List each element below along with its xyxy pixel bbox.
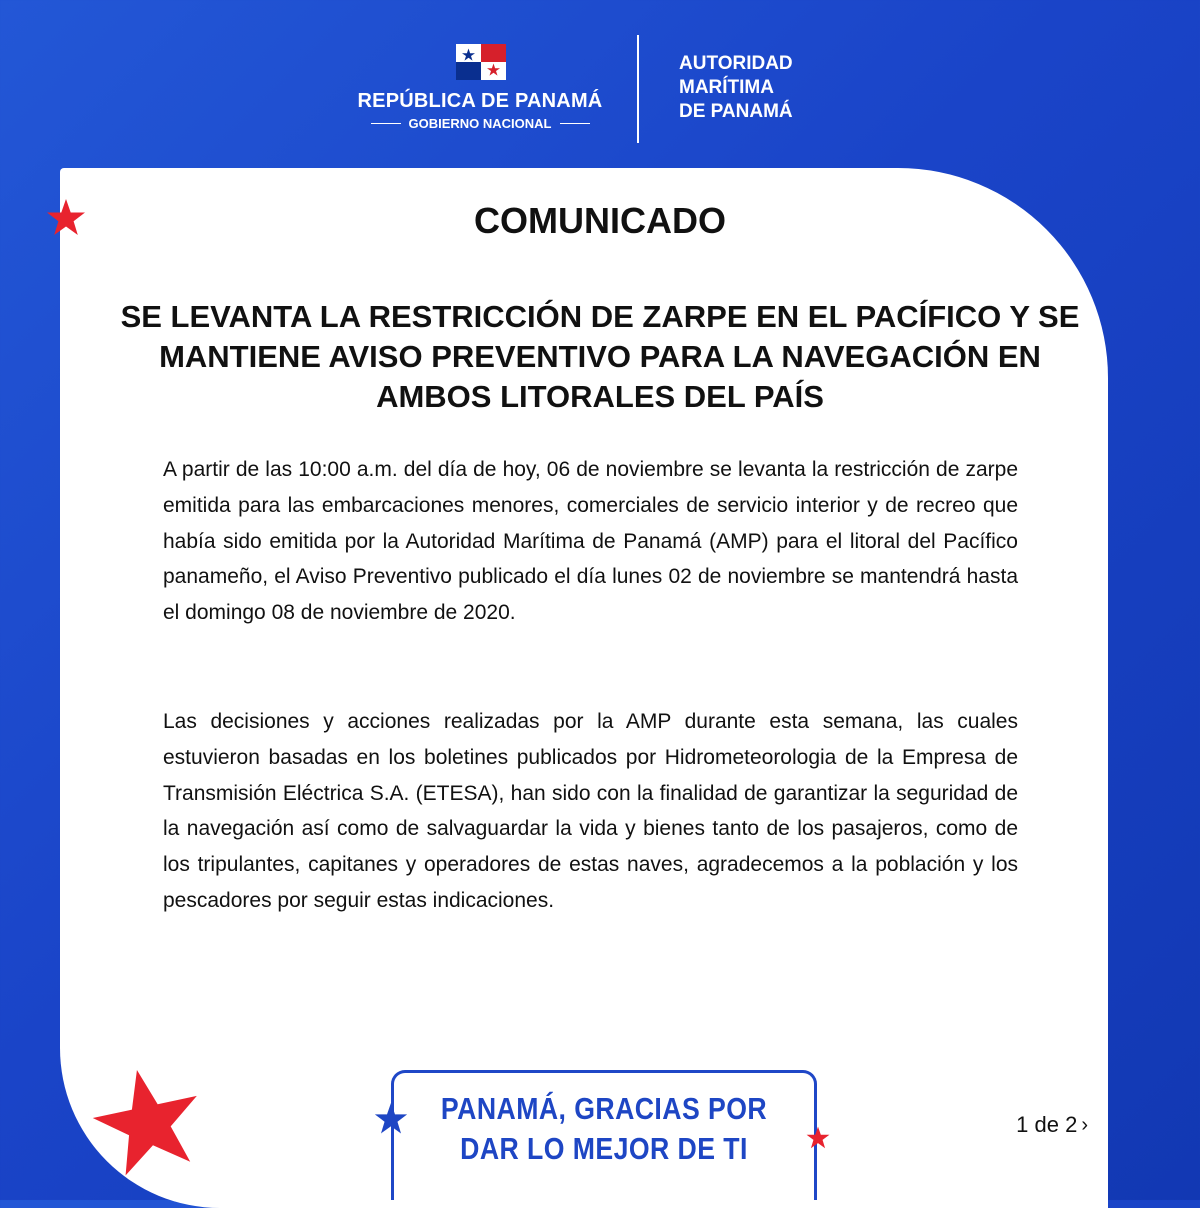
chevron-right-icon[interactable]: › <box>1081 1113 1088 1136</box>
header-divider <box>637 35 639 143</box>
slogan-line-1: PANAMÁ, GRACIAS POR <box>440 1091 768 1126</box>
document-title: COMUNICADO <box>474 200 726 241</box>
authority-line-1: AUTORIDAD <box>679 53 793 74</box>
government-text: GOBIERNO NACIONAL <box>408 116 552 131</box>
divider <box>371 123 401 125</box>
government-label <box>330 116 630 131</box>
slogan-badge <box>391 1070 817 1200</box>
small-red-star-icon <box>806 1126 830 1150</box>
authority-line-3: DE PANAMÁ <box>679 101 793 122</box>
panama-flag-icon <box>456 44 506 80</box>
divider <box>560 123 590 125</box>
pagination-label: 1 de 2 <box>1016 1112 1078 1137</box>
document-headline: SE LEVANTA LA RESTRICCIÓN DE ZARPE EN EL PACÍFICO Y SE MANTIENE AVISO PREVENTIVO PARA LA NAVEGACIÓN EN AMBOS LITORALES DEL PAÍS <box>120 299 1080 414</box>
paragraph-1: A partir de las 10:00 a.m. del día de hoy, 06 de noviembre se levanta la restricción de zarpe emitida para las embarcaciones menores, comerciales de servicio interior y de recreo que había sido emitida por la Autoridad Marítima de Panamá (AMP) para el litoral del Pacífico panameño, el Aviso Preventivo publicado el día lunes 02 de noviembre se mantendrá hasta el domingo 08 de noviembre de 2020. <box>163 458 1018 625</box>
large-red-star-icon <box>92 1066 204 1178</box>
republic-name: REPÚBLICA DE PANAMÁ <box>357 90 603 112</box>
blue-star-icon <box>374 1102 408 1136</box>
pagination[interactable] <box>1016 1112 1088 1138</box>
authority-line-2: MARÍTIMA <box>679 77 774 98</box>
paragraph-2: Las decisiones y acciones realizadas por la AMP durante esta semana, las cuales estuvieron basadas en los boletines publicados por Hidrometeorologia de la Empresa de Transmisión Eléctrica S.A. (ETESA), han sido con la finalidad de garantizar la seguridad de la navegación así como de salvaguardar la vida y bienes tanto de los pasajeros, como de los tripulantes, capitanes y operadores de estas naves, agradecemos a la población y los pescadores por seguir estas indicaciones. <box>163 710 1018 912</box>
slogan-line-2: DAR LO MEJOR DE TI <box>460 1131 748 1166</box>
